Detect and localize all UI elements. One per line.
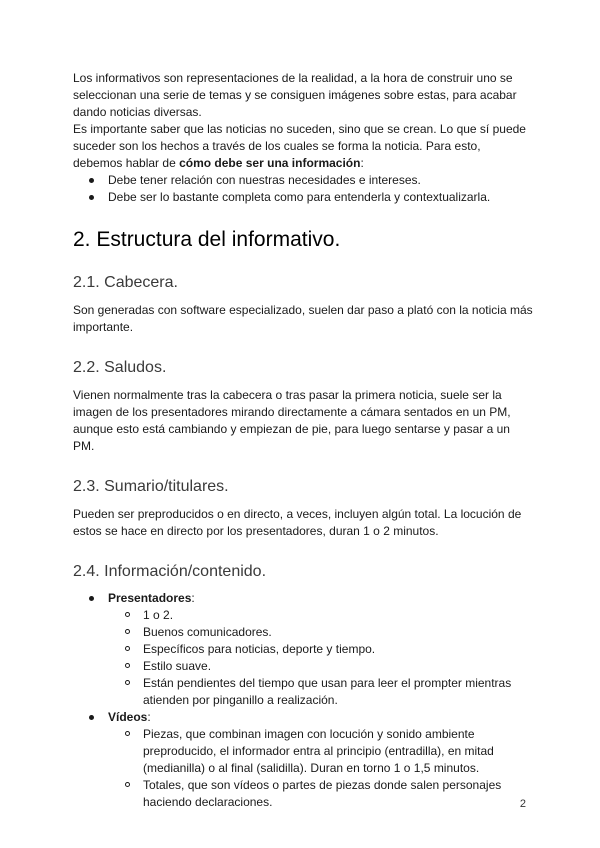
list-item: Buenos comunicadores. [108, 624, 533, 641]
videos-sublist [108, 726, 533, 811]
presentadores-sublist [108, 607, 533, 709]
intro-paragraph-2 [73, 121, 533, 172]
list-item: Piezas, que combinan imagen con locución y sonido ambiente preproducido, el informador entra al principio (entradilla), en mitad (medianilla) o al final (salidilla). Duran en torno 1 o 1,5 minutos. [108, 726, 533, 777]
intro-bullet-list [73, 172, 533, 206]
presentadores-colon: : [191, 591, 195, 605]
list-item: Debe ser lo bastante completa como para entenderla y contextualizarla. [73, 189, 533, 206]
page-number: 2 [519, 798, 526, 810]
sumario-paragraph: Pueden ser preproducidos o en directo, a veces, incluyen algún total. La locución de estos se hace en directo por los presentadores, duran 1 o 2 minutos. [73, 507, 522, 538]
subsection-heading-cabecera: 2.1. Cabecera. [73, 274, 178, 291]
list-item: Estilo suave. [108, 658, 533, 675]
intro-paragraph-2-bold: cómo debe ser una información [179, 156, 361, 170]
intro-paragraph-2-end: : [360, 156, 364, 170]
list-item-presentadores [73, 590, 533, 709]
presentadores-label: Presentadores [108, 591, 192, 605]
list-item: 1 o 2. [108, 607, 533, 624]
subsection-heading-sumario: 2.3. Sumario/titulares. [73, 478, 229, 495]
subsection-heading-saludos: 2.2. Saludos. [73, 359, 167, 376]
contenido-list [73, 590, 533, 811]
videos-label: Vídeos [108, 710, 148, 724]
section-heading: 2. Estructura del informativo. [73, 228, 341, 251]
intro-paragraph-1: Los informativos son representaciones de la realidad, a la hora de construir uno se seleccionan una serie de temas y se consiguen imágenes sobre estas, para acabar dando noticias diversas. [73, 71, 517, 119]
list-item: Específicos para noticias, deporte y tiempo. [108, 641, 533, 658]
saludos-paragraph: Vienen normalmente tras la cabecera o tras pasar la primera noticia, suele ser la imagen de los presentadores mirando directamente a cámara sentados en un PM, aunque esto está cambiando y empiezan de pie, para luego sentarse y pasar a un PM. [73, 388, 511, 453]
document-page [73, 70, 533, 811]
videos-colon: : [147, 710, 151, 724]
list-item-videos [73, 709, 533, 811]
subsection-heading-contenido: 2.4. Información/contenido. [73, 563, 267, 580]
list-item: Totales, que son vídeos o partes de piezas donde salen personajes haciendo declaraciones. [108, 777, 533, 811]
list-item: Debe tener relación con nuestras necesidades e intereses. [73, 172, 533, 189]
intro-paragraph-2-text: Es importante saber que las noticias no suceden, sino que se crean. Lo que sí puede suceder son los hechos a través de los cuales se forma la noticia. Para esto, debemos hablar de [73, 122, 526, 170]
cabecera-paragraph: Son generadas con software especializado, suelen dar paso a plató con la noticia más importante. [73, 303, 533, 334]
list-item: Están pendientes del tiempo que usan para leer el prompter mientras atienden por pinganillo a realización. [108, 675, 533, 709]
